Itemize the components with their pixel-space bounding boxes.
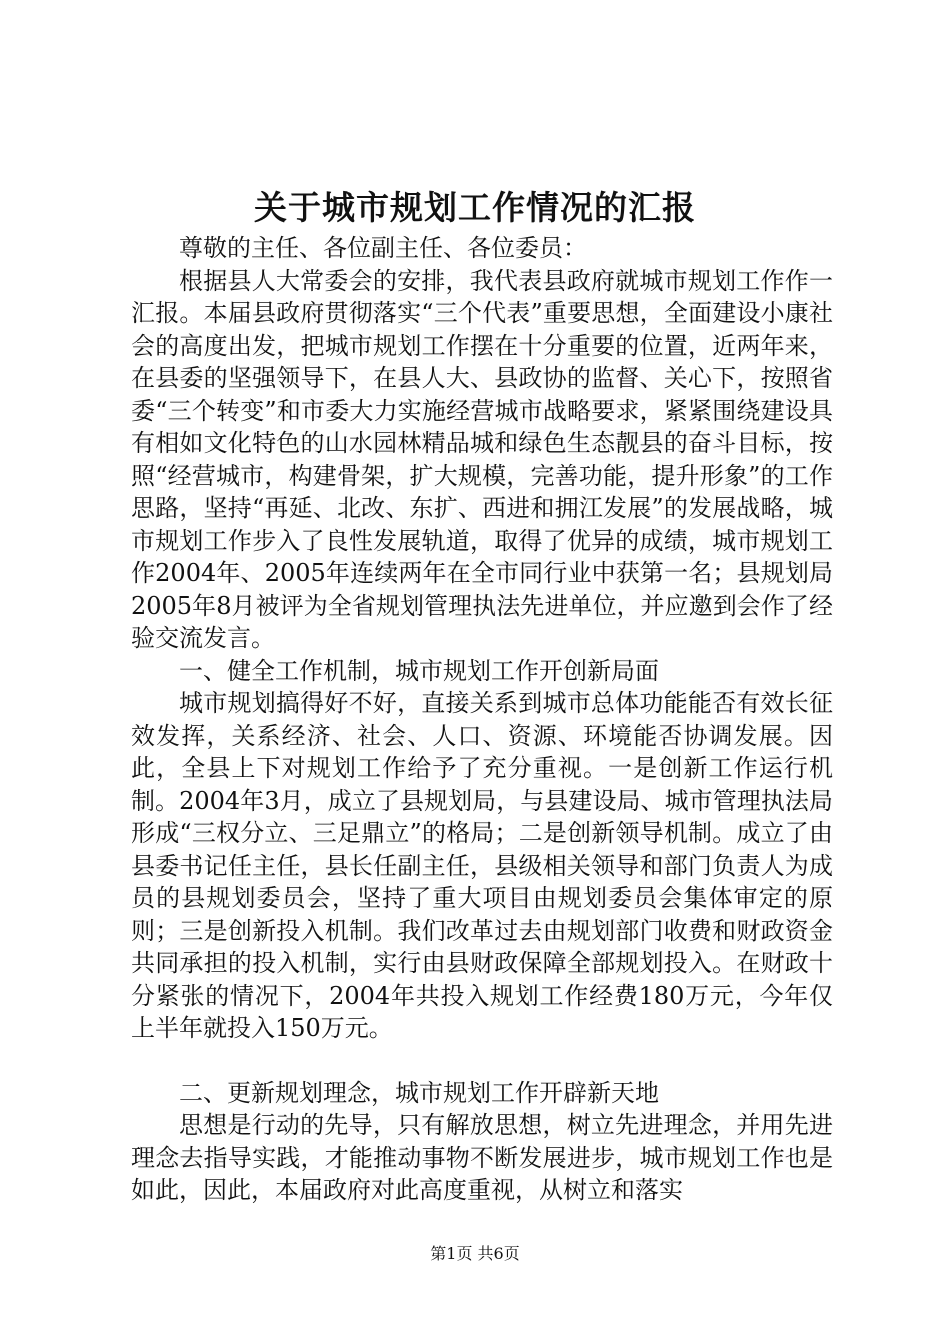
intro-paragraph: 根据县人大常委会的安排，我代表县政府就城市规划工作作一汇报。本届县政府贯彻落实“三个代表”重要思想，全面建设小康社会的高度出发，把城市规划工作摆在十分重要的位置，近两年来，在县委的坚强领导下，在县人大、县政协的监督、关心下，按照省委“三个转变”和市委大力实施经营城市战略要求，紧紧围绕建设具有相如文化特色的山水园林精品城和绿色生态靓县的奋斗目标，按照“经营城市，构建骨架，扩大规模，完善功能，提升形象”的工作思路，坚持“再延、北改、东扩、西进和拥江发展”的发展战略，城市规划工作步入了良性发展轨道，取得了优异的成绩，城市规划工作2004年、2005年连续两年在全市同行业中获第一名；县规划局2005年8月被评为全省规划管理执法先进单位，并应邀到会作了经验交流发言。: [131, 266, 833, 652]
section-2-paragraph: 思想是行动的先导，只有解放思想，树立先进理念，并用先进理念去指导实践，才能推动事物不断发展进步，城市规划工作也是如此，因此，本届政府对此高度重视，从树立和落实: [131, 1111, 833, 1204]
document-body: [131, 232, 833, 1207]
section-heading-2: 二、更新规划理念，城市规划工作开辟新天地: [179, 1078, 659, 1107]
salutation: 尊敬的主任、各位副主任、各位委员：: [179, 234, 587, 262]
page-number: 第1页 共6页: [430, 1244, 520, 1263]
section-1-paragraph: 城市规划搞得好不好，直接关系到城市总体功能能否有效长征效发挥，关系经济、社会、人口、资源、环境能否协调发展。因此，全县上下对规划工作给予了充分重视。一是创新工作运行机制。2004年3月，成立了县规划局，与县建设局、城市管理执法局形成“三权分立、三足鼎立”的格局；二是创新领导机制。成立了由县委书记任主任，县长任副主任，县级相关领导和部门负责人为成员的县规划委员会，坚持了重大项目由规划委员会集体审定的原则；三是创新投入机制。我们改革过去由规划部门收费和财政资金共同承担的投入机制，实行由县财政保障全部规划投入。在财政十分紧张的情况下，2004年共投入规划工作经费180万元，今年仅上半年就投入150万元。: [131, 689, 833, 1042]
section-heading-1: 一、健全工作机制，城市规划工作开创新局面: [179, 656, 659, 685]
document-title: 关于城市规划工作情况的汇报: [254, 188, 696, 227]
